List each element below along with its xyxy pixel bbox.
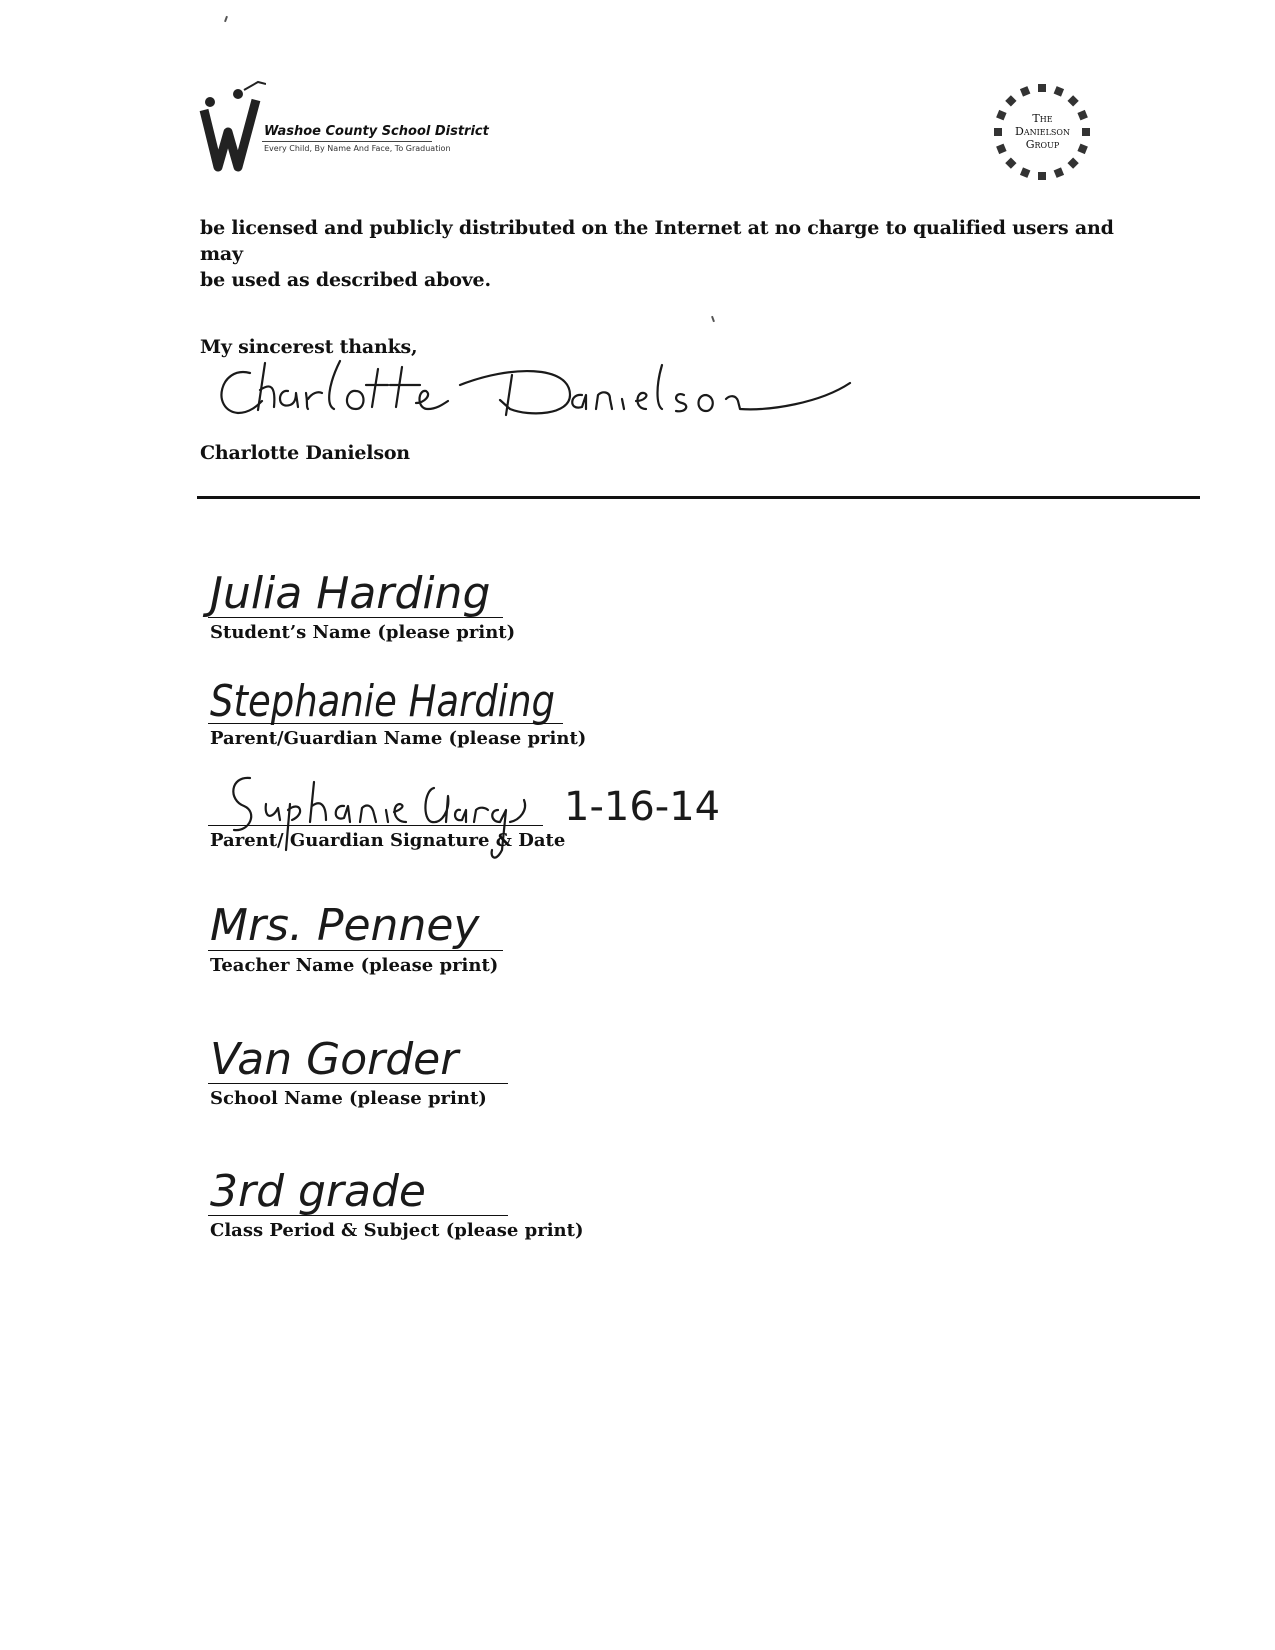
district-logo bbox=[196, 72, 489, 182]
ring-square bbox=[1038, 84, 1046, 92]
district-logo-rule bbox=[262, 141, 432, 142]
school-name-line bbox=[208, 1083, 508, 1084]
student-name-handwriting bbox=[210, 560, 510, 630]
danielson-group-logo bbox=[990, 80, 1095, 185]
teacher-name-value: Mrs. Penney bbox=[210, 900, 480, 951]
ring-square bbox=[1038, 172, 1046, 180]
class-period-handwriting bbox=[210, 1158, 510, 1228]
teacher-name-handwriting bbox=[210, 892, 510, 962]
parent-signature-label: Parent/ Guardian Signature & Date bbox=[210, 830, 566, 851]
school-name-label: School Name (please print) bbox=[210, 1088, 487, 1109]
paragraph-line-1: be licensed and publicly distributed on the Internet at no charge to qualified users and may bbox=[200, 217, 1114, 265]
ring-square bbox=[1005, 95, 1016, 106]
signature-date-value: 1-16-14 bbox=[564, 784, 721, 830]
ring-square bbox=[1005, 157, 1016, 168]
teacher-name-label: Teacher Name (please print) bbox=[210, 955, 499, 976]
class-period-value: 3rd grade bbox=[210, 1166, 426, 1217]
student-name-line bbox=[208, 617, 503, 618]
ring-square bbox=[1054, 167, 1064, 177]
paragraph-line-2: be used as described above. bbox=[200, 269, 491, 291]
school-name-value: Van Gorder bbox=[210, 1034, 459, 1085]
section-divider bbox=[197, 496, 1200, 499]
logo-line-3: Group bbox=[1025, 138, 1060, 151]
logo-line-2: Danielson bbox=[1015, 125, 1070, 138]
district-motto: Every Child, By Name And Face, To Graduation bbox=[264, 144, 451, 153]
parent-name-handwriting bbox=[210, 666, 570, 736]
class-period-label: Class Period & Subject (please print) bbox=[210, 1220, 584, 1241]
signer-name: Charlotte Danielson bbox=[200, 442, 410, 464]
parent-name-line bbox=[208, 723, 563, 724]
district-w-emblem-icon bbox=[196, 72, 266, 182]
student-name-value: Julia Harding bbox=[210, 568, 491, 619]
logo-line-1: The bbox=[1032, 112, 1053, 125]
student-name-label: Student’s Name (please print) bbox=[210, 622, 516, 643]
parent-name-value: Stephanie Harding bbox=[210, 676, 555, 727]
parent-signature-line bbox=[208, 825, 543, 826]
ring-square bbox=[1020, 167, 1030, 177]
letter-paragraph bbox=[200, 215, 1120, 293]
ring-square bbox=[1054, 86, 1064, 96]
teacher-name-line bbox=[208, 950, 503, 951]
district-name: Washoe County School District bbox=[264, 124, 489, 139]
parent-signature-handwriting bbox=[210, 770, 550, 870]
ring-square bbox=[1067, 157, 1078, 168]
scan-speck bbox=[224, 16, 228, 22]
letter-closing: My sincerest thanks, bbox=[200, 336, 418, 358]
scan-speck bbox=[711, 316, 715, 322]
signature-date-handwriting bbox=[564, 778, 721, 838]
author-signature bbox=[210, 355, 890, 435]
ring-square bbox=[1067, 95, 1078, 106]
school-name-handwriting bbox=[210, 1026, 510, 1096]
danielson-logo-text bbox=[990, 112, 1095, 151]
parent-name-label: Parent/Guardian Name (please print) bbox=[210, 728, 587, 749]
class-period-line bbox=[208, 1215, 508, 1216]
ring-square bbox=[1020, 86, 1030, 96]
